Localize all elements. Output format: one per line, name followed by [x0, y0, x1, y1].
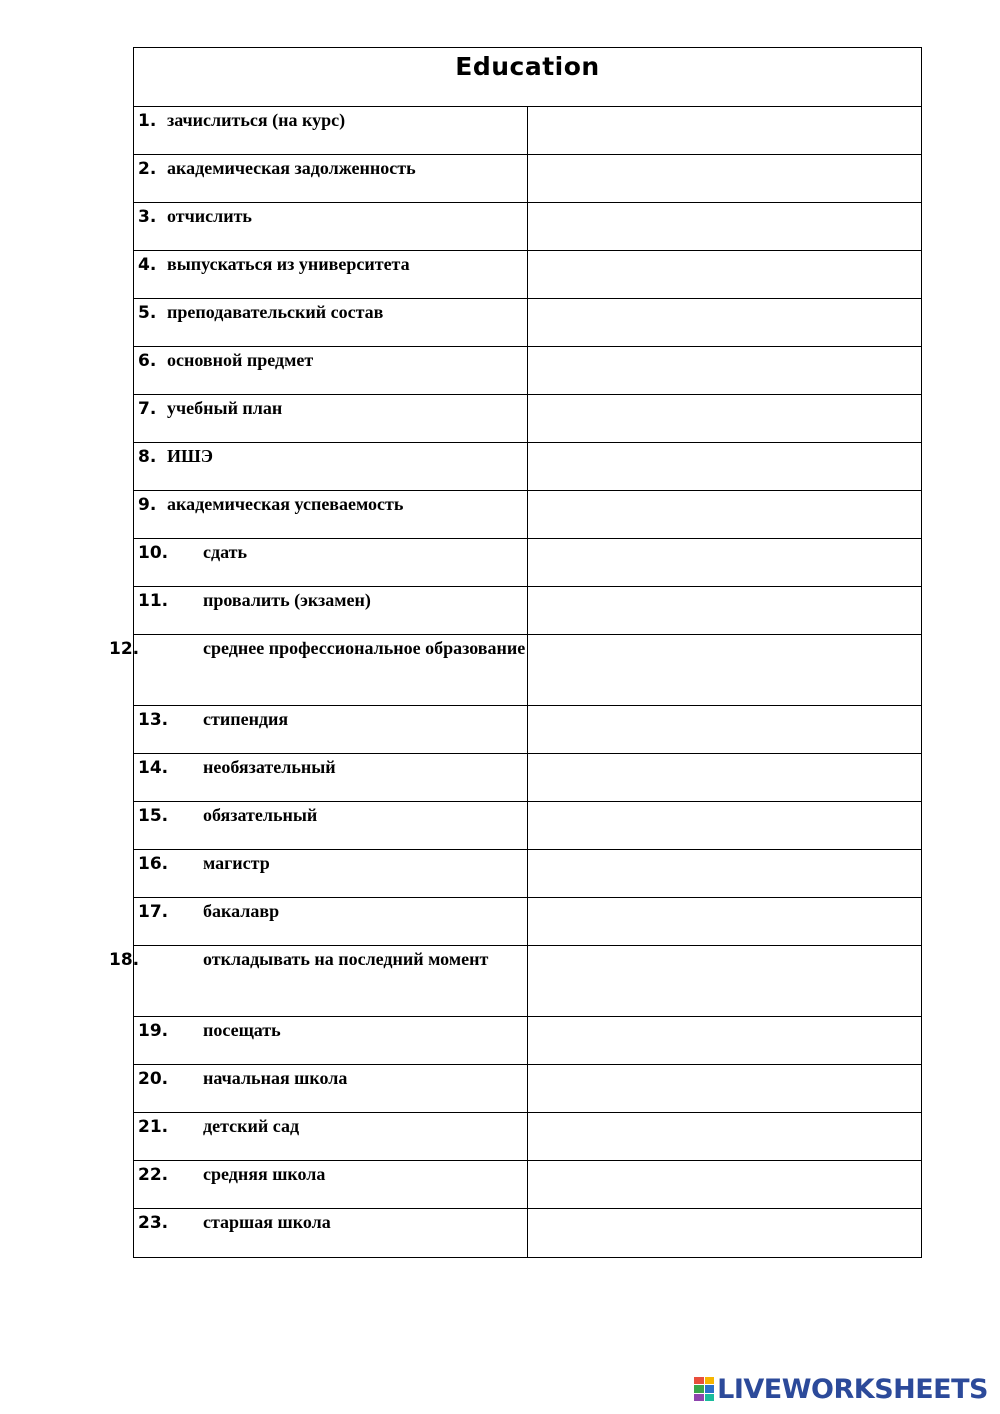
- answer-cell[interactable]: [528, 754, 921, 801]
- table-row: [134, 203, 921, 251]
- term-text: посещать: [203, 1020, 281, 1040]
- term-text: провалить (экзамен): [203, 590, 371, 610]
- item-number: 15.: [138, 806, 169, 826]
- term-cell: [134, 491, 528, 538]
- item-number: 17.: [138, 902, 169, 922]
- table-row: [134, 395, 921, 443]
- term-text: начальная школа: [203, 1068, 348, 1088]
- term-text: академическая задолженность: [167, 158, 416, 178]
- term-cell: [134, 1209, 528, 1257]
- answer-cell[interactable]: [528, 802, 921, 849]
- answer-cell[interactable]: [528, 1113, 921, 1160]
- term-cell: [134, 251, 528, 298]
- title-row: [134, 48, 921, 107]
- table-row: [134, 299, 921, 347]
- term-cell: [134, 802, 528, 849]
- answer-cell[interactable]: [528, 203, 921, 250]
- answer-cell[interactable]: [528, 299, 921, 346]
- table-row: [134, 443, 921, 491]
- term-text: ИШЭ: [167, 446, 213, 466]
- term-text: магистр: [203, 853, 270, 873]
- worksheet-table: [109, 47, 922, 1258]
- term-cell: [134, 155, 528, 202]
- item-number: 2.: [138, 159, 157, 179]
- answer-cell[interactable]: [528, 539, 921, 586]
- term-text: бакалавр: [203, 901, 280, 921]
- term-cell: [134, 898, 528, 945]
- term-text: стипендия: [203, 709, 289, 729]
- term-cell: [134, 850, 528, 897]
- term-text: старшая школа: [203, 1212, 331, 1232]
- table-row: [134, 1065, 921, 1113]
- item-number: 12.: [109, 639, 140, 659]
- term-cell: [134, 347, 528, 394]
- term-text: зачислиться (на курс): [167, 110, 346, 130]
- term-text: основной предмет: [167, 350, 314, 370]
- item-number: 13.: [138, 710, 169, 730]
- answer-cell[interactable]: [528, 587, 921, 634]
- item-number: 1.: [138, 111, 157, 131]
- item-number: 23.: [138, 1213, 169, 1233]
- table-row: [134, 706, 921, 754]
- worksheet-title: Education: [455, 52, 600, 81]
- table-row: [134, 107, 921, 155]
- item-number: 14.: [138, 758, 169, 778]
- logo-square: [705, 1394, 715, 1401]
- item-number: 19.: [138, 1021, 169, 1041]
- table-row: [109, 946, 921, 1017]
- term-text: отчислить: [167, 206, 252, 226]
- logo-square: [705, 1385, 715, 1392]
- answer-cell[interactable]: [528, 443, 921, 490]
- term-cell: [134, 443, 528, 490]
- answer-cell[interactable]: [528, 251, 921, 298]
- item-number: 21.: [138, 1117, 169, 1137]
- term-cell: [134, 1161, 528, 1208]
- item-number: 9.: [138, 495, 157, 515]
- table-row: [134, 1161, 921, 1209]
- item-number: 7.: [138, 399, 157, 419]
- answer-cell[interactable]: [528, 946, 921, 1016]
- term-cell: [134, 1017, 528, 1064]
- answer-cell[interactable]: [528, 1161, 921, 1208]
- term-cell: [109, 635, 528, 705]
- term-cell: [134, 539, 528, 586]
- item-number: 18.: [109, 950, 140, 970]
- table-row: [134, 850, 921, 898]
- term-cell: [134, 1113, 528, 1160]
- answer-cell[interactable]: [528, 107, 921, 154]
- table-row: [134, 802, 921, 850]
- term-cell: [134, 395, 528, 442]
- table-row: [109, 635, 921, 706]
- term-cell: [134, 754, 528, 801]
- answer-cell[interactable]: [528, 155, 921, 202]
- item-number: 16.: [138, 854, 169, 874]
- term-cell: [109, 946, 528, 1016]
- table-row: [134, 898, 921, 946]
- answer-cell[interactable]: [528, 1209, 921, 1257]
- term-cell: [134, 1065, 528, 1112]
- liveworksheets-logo: [694, 1372, 988, 1406]
- answer-cell[interactable]: [528, 395, 921, 442]
- term-text: средняя школа: [203, 1164, 326, 1184]
- logo-square: [705, 1377, 715, 1384]
- item-number: 22.: [138, 1165, 169, 1185]
- term-text: среднее профессиональное образование: [203, 638, 526, 658]
- answer-cell[interactable]: [528, 1017, 921, 1064]
- item-number: 4.: [138, 255, 157, 275]
- item-number: 3.: [138, 207, 157, 227]
- term-text: сдать: [203, 542, 247, 562]
- item-number: 8.: [138, 447, 157, 467]
- vocabulary-rows: [109, 107, 921, 1257]
- term-text: откладывать на последний момент: [203, 949, 489, 969]
- item-number: 6.: [138, 351, 157, 371]
- answer-cell[interactable]: [528, 491, 921, 538]
- term-text: выпускаться из университета: [167, 254, 410, 274]
- table-row: [134, 1017, 921, 1065]
- term-text: учебный план: [167, 398, 283, 418]
- answer-cell[interactable]: [528, 1065, 921, 1112]
- item-number: 10.: [138, 543, 169, 563]
- table-row: [134, 539, 921, 587]
- answer-cell[interactable]: [528, 706, 921, 753]
- logo-square: [694, 1394, 704, 1401]
- term-text: обязательный: [203, 805, 318, 825]
- item-number: 5.: [138, 303, 157, 323]
- table-row: [134, 587, 921, 635]
- answer-cell[interactable]: [528, 347, 921, 394]
- table-row: [134, 1113, 921, 1161]
- answer-cell[interactable]: [528, 635, 921, 705]
- brand-name: LIVEWORKSHEETS: [717, 1373, 988, 1405]
- term-cell: [134, 203, 528, 250]
- term-text: детский сад: [203, 1116, 300, 1136]
- answer-cell[interactable]: [528, 850, 921, 897]
- table-row: [134, 347, 921, 395]
- logo-square: [694, 1377, 704, 1384]
- answer-cell[interactable]: [528, 898, 921, 945]
- table-row: [134, 491, 921, 539]
- table-row: [134, 754, 921, 802]
- term-cell: [134, 107, 528, 154]
- term-text: академическая успеваемость: [167, 494, 404, 514]
- table-row: [134, 251, 921, 299]
- term-text: необязательный: [203, 757, 336, 777]
- term-cell: [134, 706, 528, 753]
- logo-square: [694, 1385, 704, 1392]
- term-cell: [134, 587, 528, 634]
- liveworksheets-logo-icon: [694, 1377, 714, 1401]
- term-cell: [134, 299, 528, 346]
- table-row: [134, 1209, 921, 1257]
- item-number: 11.: [138, 591, 169, 611]
- table-row: [134, 155, 921, 203]
- item-number: 20.: [138, 1069, 169, 1089]
- term-text: преподавательский состав: [167, 302, 384, 322]
